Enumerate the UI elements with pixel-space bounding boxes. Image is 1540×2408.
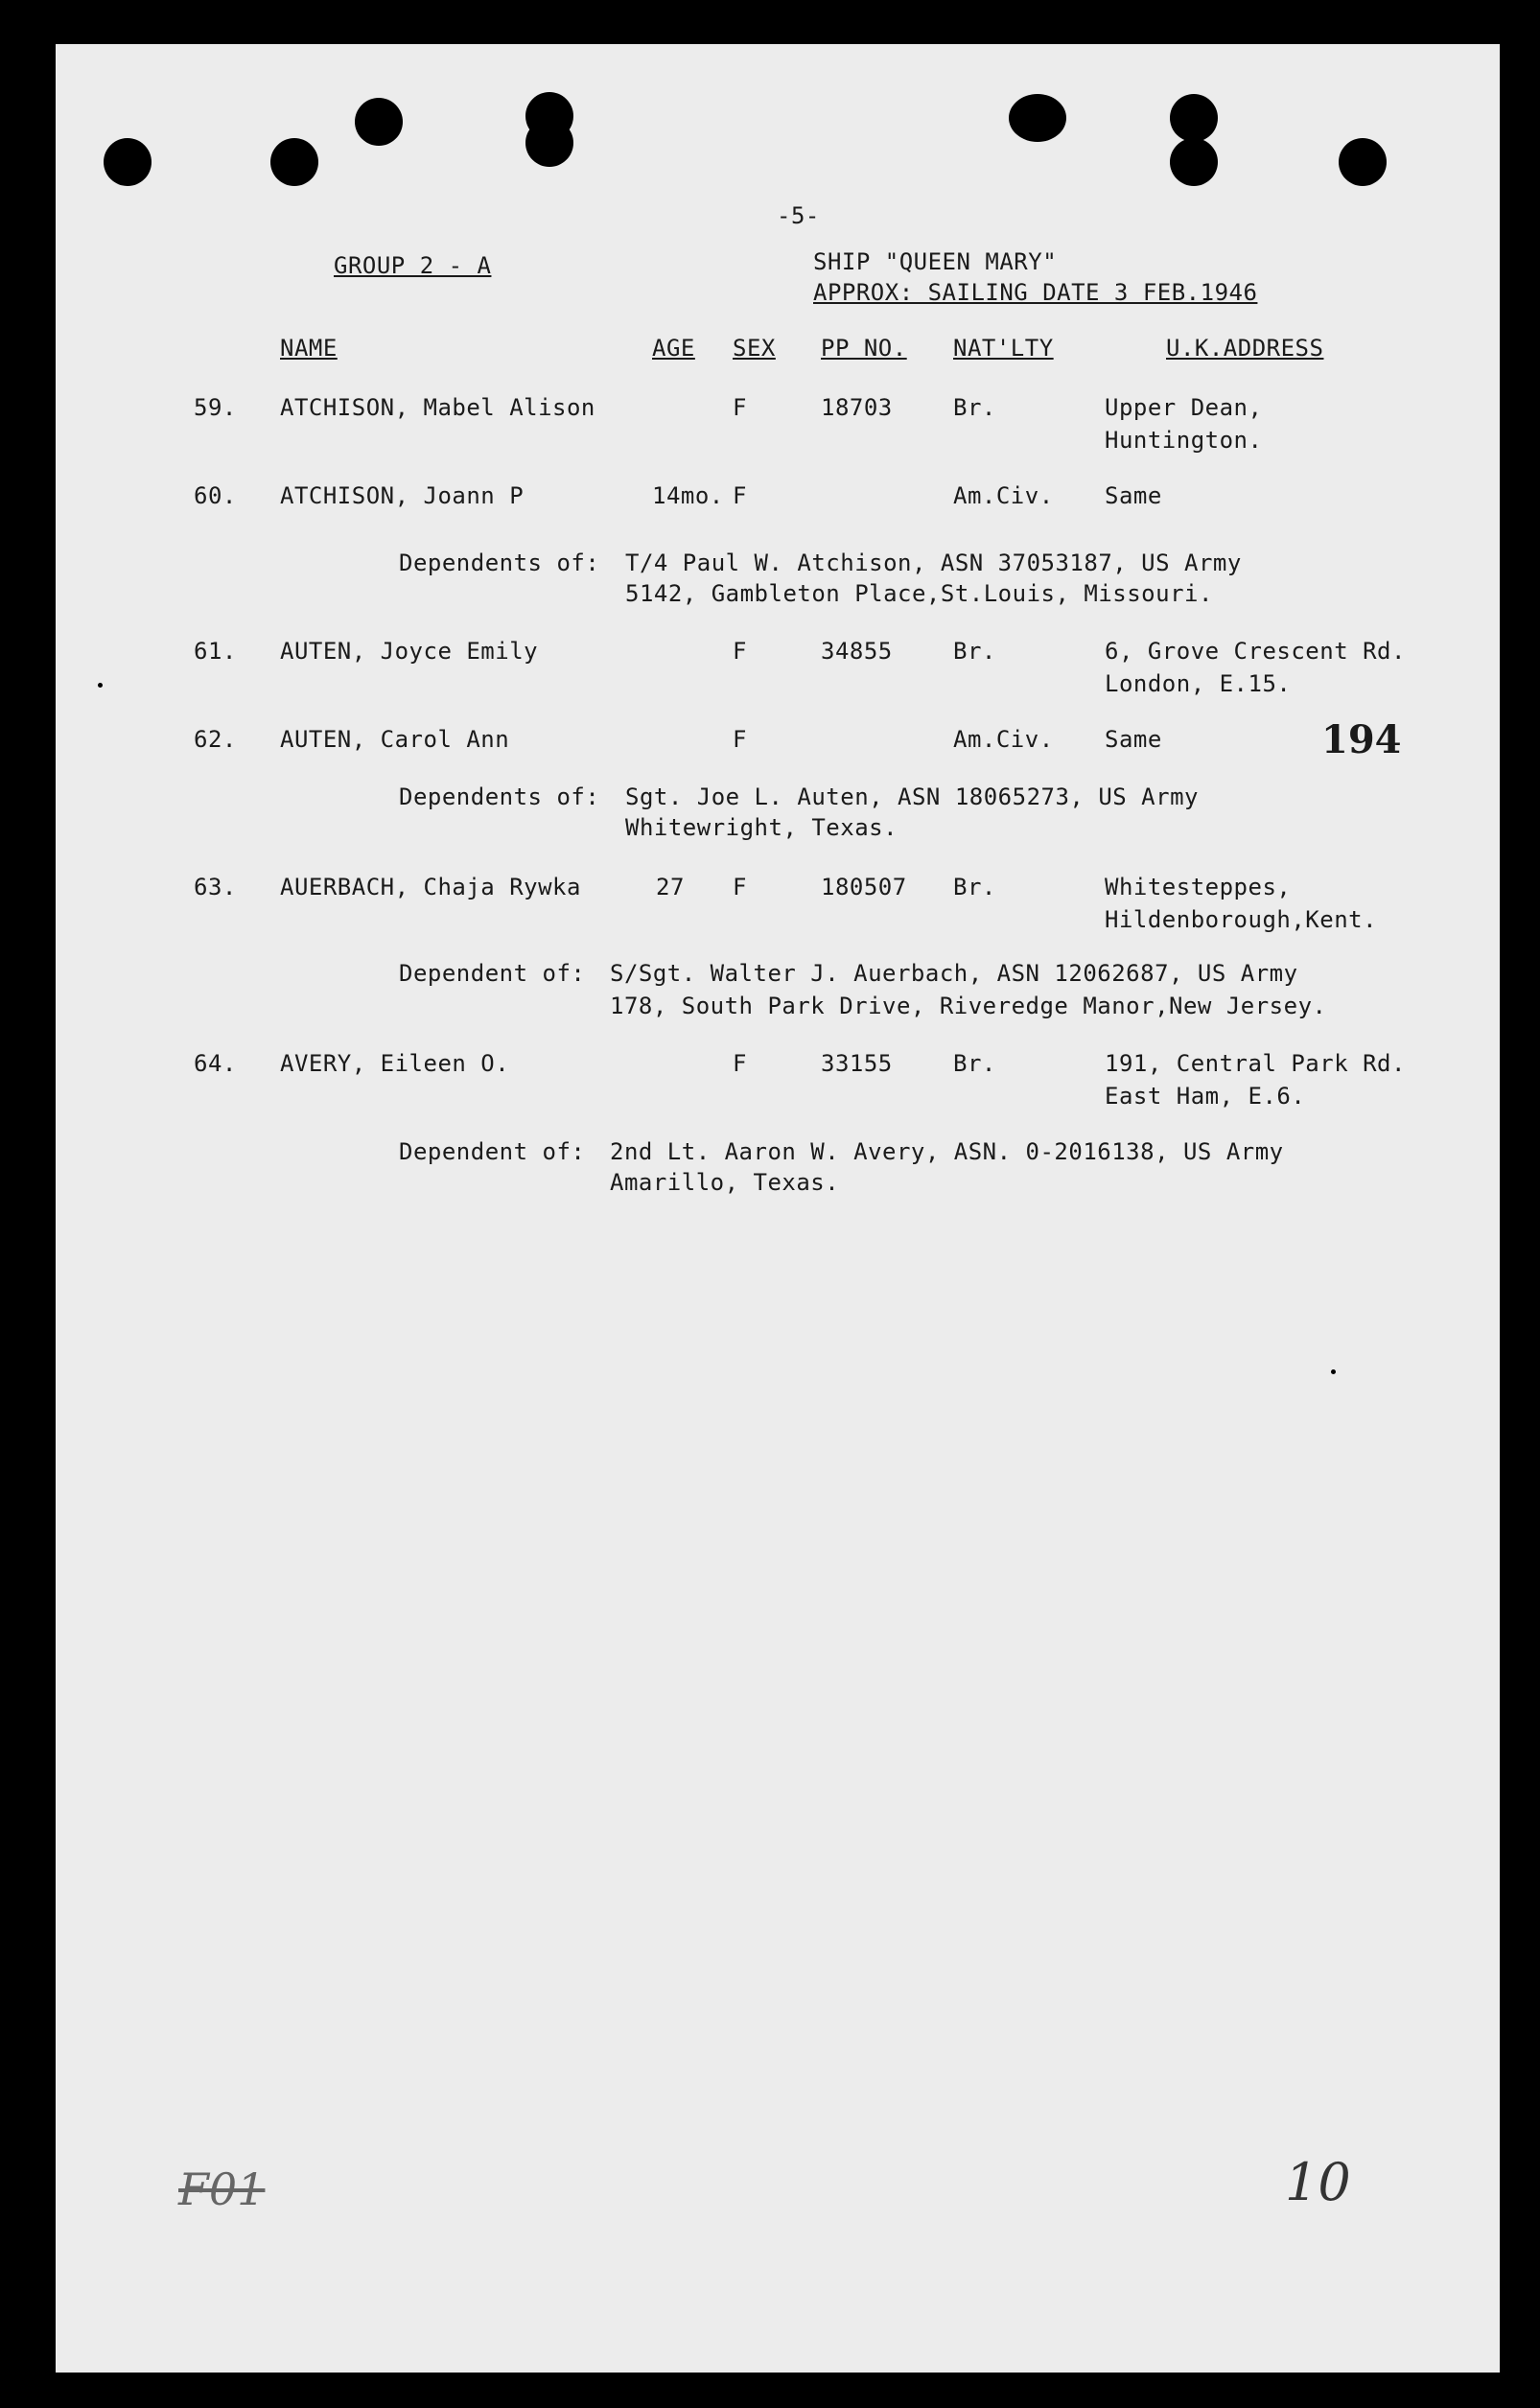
punch-hole: [1170, 138, 1218, 186]
passport-number: 34855: [821, 638, 893, 665]
passenger-name: AUTEN, Carol Ann: [280, 726, 510, 753]
passenger-name: AUTEN, Joyce Emily: [280, 638, 539, 665]
address-line-2: London, E.15.: [1105, 670, 1292, 697]
row-number: 59.: [194, 394, 237, 421]
col-header-sex: SEX: [733, 335, 776, 362]
document-sheet: [56, 44, 1500, 2373]
passport-number: 180507: [821, 874, 907, 900]
passport-number: 33155: [821, 1050, 893, 1077]
punch-hole: [1339, 138, 1387, 186]
nationality: Br.: [953, 394, 996, 421]
group-label: GROUP 2 - A: [334, 252, 492, 279]
row-number: 62.: [194, 726, 237, 753]
punch-hole: [1170, 94, 1218, 142]
passenger-sex: F: [733, 638, 747, 665]
col-header-natlty: NAT'LTY: [953, 335, 1054, 362]
col-header-age: AGE: [652, 335, 695, 362]
punch-hole: [1009, 94, 1066, 142]
passenger-age: 27: [656, 874, 685, 900]
dependents-label: Dependents of:: [399, 783, 600, 810]
punch-hole: [355, 98, 403, 146]
passenger-name: AVERY, Eileen O.: [280, 1050, 510, 1077]
passenger-sex: F: [733, 1050, 747, 1077]
row-number: 61.: [194, 638, 237, 665]
punch-hole: [525, 119, 573, 167]
page-number: -5-: [777, 202, 820, 229]
sponsor-line-2: Whitewright, Texas.: [625, 814, 898, 841]
col-header-uk-address: U.K.ADDRESS: [1166, 335, 1324, 362]
nationality: Am.Civ.: [953, 482, 1054, 509]
handwritten-mark-left: F01: [178, 2163, 266, 2215]
col-header-name: NAME: [280, 335, 338, 362]
speck: [98, 683, 103, 688]
nationality: Br.: [953, 874, 996, 900]
speck: [1331, 1369, 1336, 1374]
address-line-2: East Ham, E.6.: [1105, 1083, 1306, 1110]
passenger-sex: F: [733, 726, 747, 753]
col-header-pp-no: PP NO.: [821, 335, 907, 362]
address-line-1: 191, Central Park Rd.: [1105, 1050, 1406, 1077]
passenger-name: AUERBACH, Chaja Rywka: [280, 874, 581, 900]
punch-hole: [270, 138, 318, 186]
nationality: Br.: [953, 1050, 996, 1077]
address-line-1: Same: [1105, 726, 1162, 753]
address-line-2: Huntington.: [1105, 427, 1263, 454]
passenger-sex: F: [733, 482, 747, 509]
address-line-1: 6, Grove Crescent Rd.: [1105, 638, 1406, 665]
address-line-1: Whitesteppes,: [1105, 874, 1292, 900]
passenger-age: 14mo.: [652, 482, 724, 509]
sponsor-line-2: 178, South Park Drive, Riveredge Manor,New Jersey.: [610, 993, 1327, 1019]
sponsor-line-1: T/4 Paul W. Atchison, ASN 37053187, US Army: [625, 549, 1242, 576]
passenger-sex: F: [733, 394, 747, 421]
dependents-label: Dependent of:: [399, 960, 586, 987]
sailing-date-line: APPROX: SAILING DATE 3 FEB.1946: [813, 279, 1258, 306]
address-line-1: Same: [1105, 482, 1162, 509]
nationality: Br.: [953, 638, 996, 665]
sponsor-line-1: Sgt. Joe L. Auten, ASN 18065273, US Army: [625, 783, 1199, 810]
sponsor-line-2: Amarillo, Texas.: [610, 1169, 840, 1196]
handwritten-mark-right: 10: [1285, 2152, 1351, 2212]
passenger-name: ATCHISON, Mabel Alison: [280, 394, 595, 421]
ship-line: SHIP "QUEEN MARY": [813, 248, 1058, 275]
address-line-2: Hildenborough,Kent.: [1105, 906, 1378, 933]
sponsor-line-2: 5142, Gambleton Place,St.Louis, Missouri.: [625, 580, 1213, 607]
row-number: 60.: [194, 482, 237, 509]
punch-hole: [104, 138, 152, 186]
stamped-page-number: 194: [1321, 717, 1402, 762]
passenger-sex: F: [733, 874, 747, 900]
row-number: 64.: [194, 1050, 237, 1077]
dependents-label: Dependent of:: [399, 1138, 586, 1165]
row-number: 63.: [194, 874, 237, 900]
passenger-name: ATCHISON, Joann P: [280, 482, 525, 509]
passport-number: 18703: [821, 394, 893, 421]
sponsor-line-1: S/Sgt. Walter J. Auerbach, ASN 12062687, US Army: [610, 960, 1298, 987]
sponsor-line-1: 2nd Lt. Aaron W. Avery, ASN. 0-2016138, US Army: [610, 1138, 1284, 1165]
dependents-label: Dependents of:: [399, 549, 600, 576]
nationality: Am.Civ.: [953, 726, 1054, 753]
address-line-1: Upper Dean,: [1105, 394, 1263, 421]
